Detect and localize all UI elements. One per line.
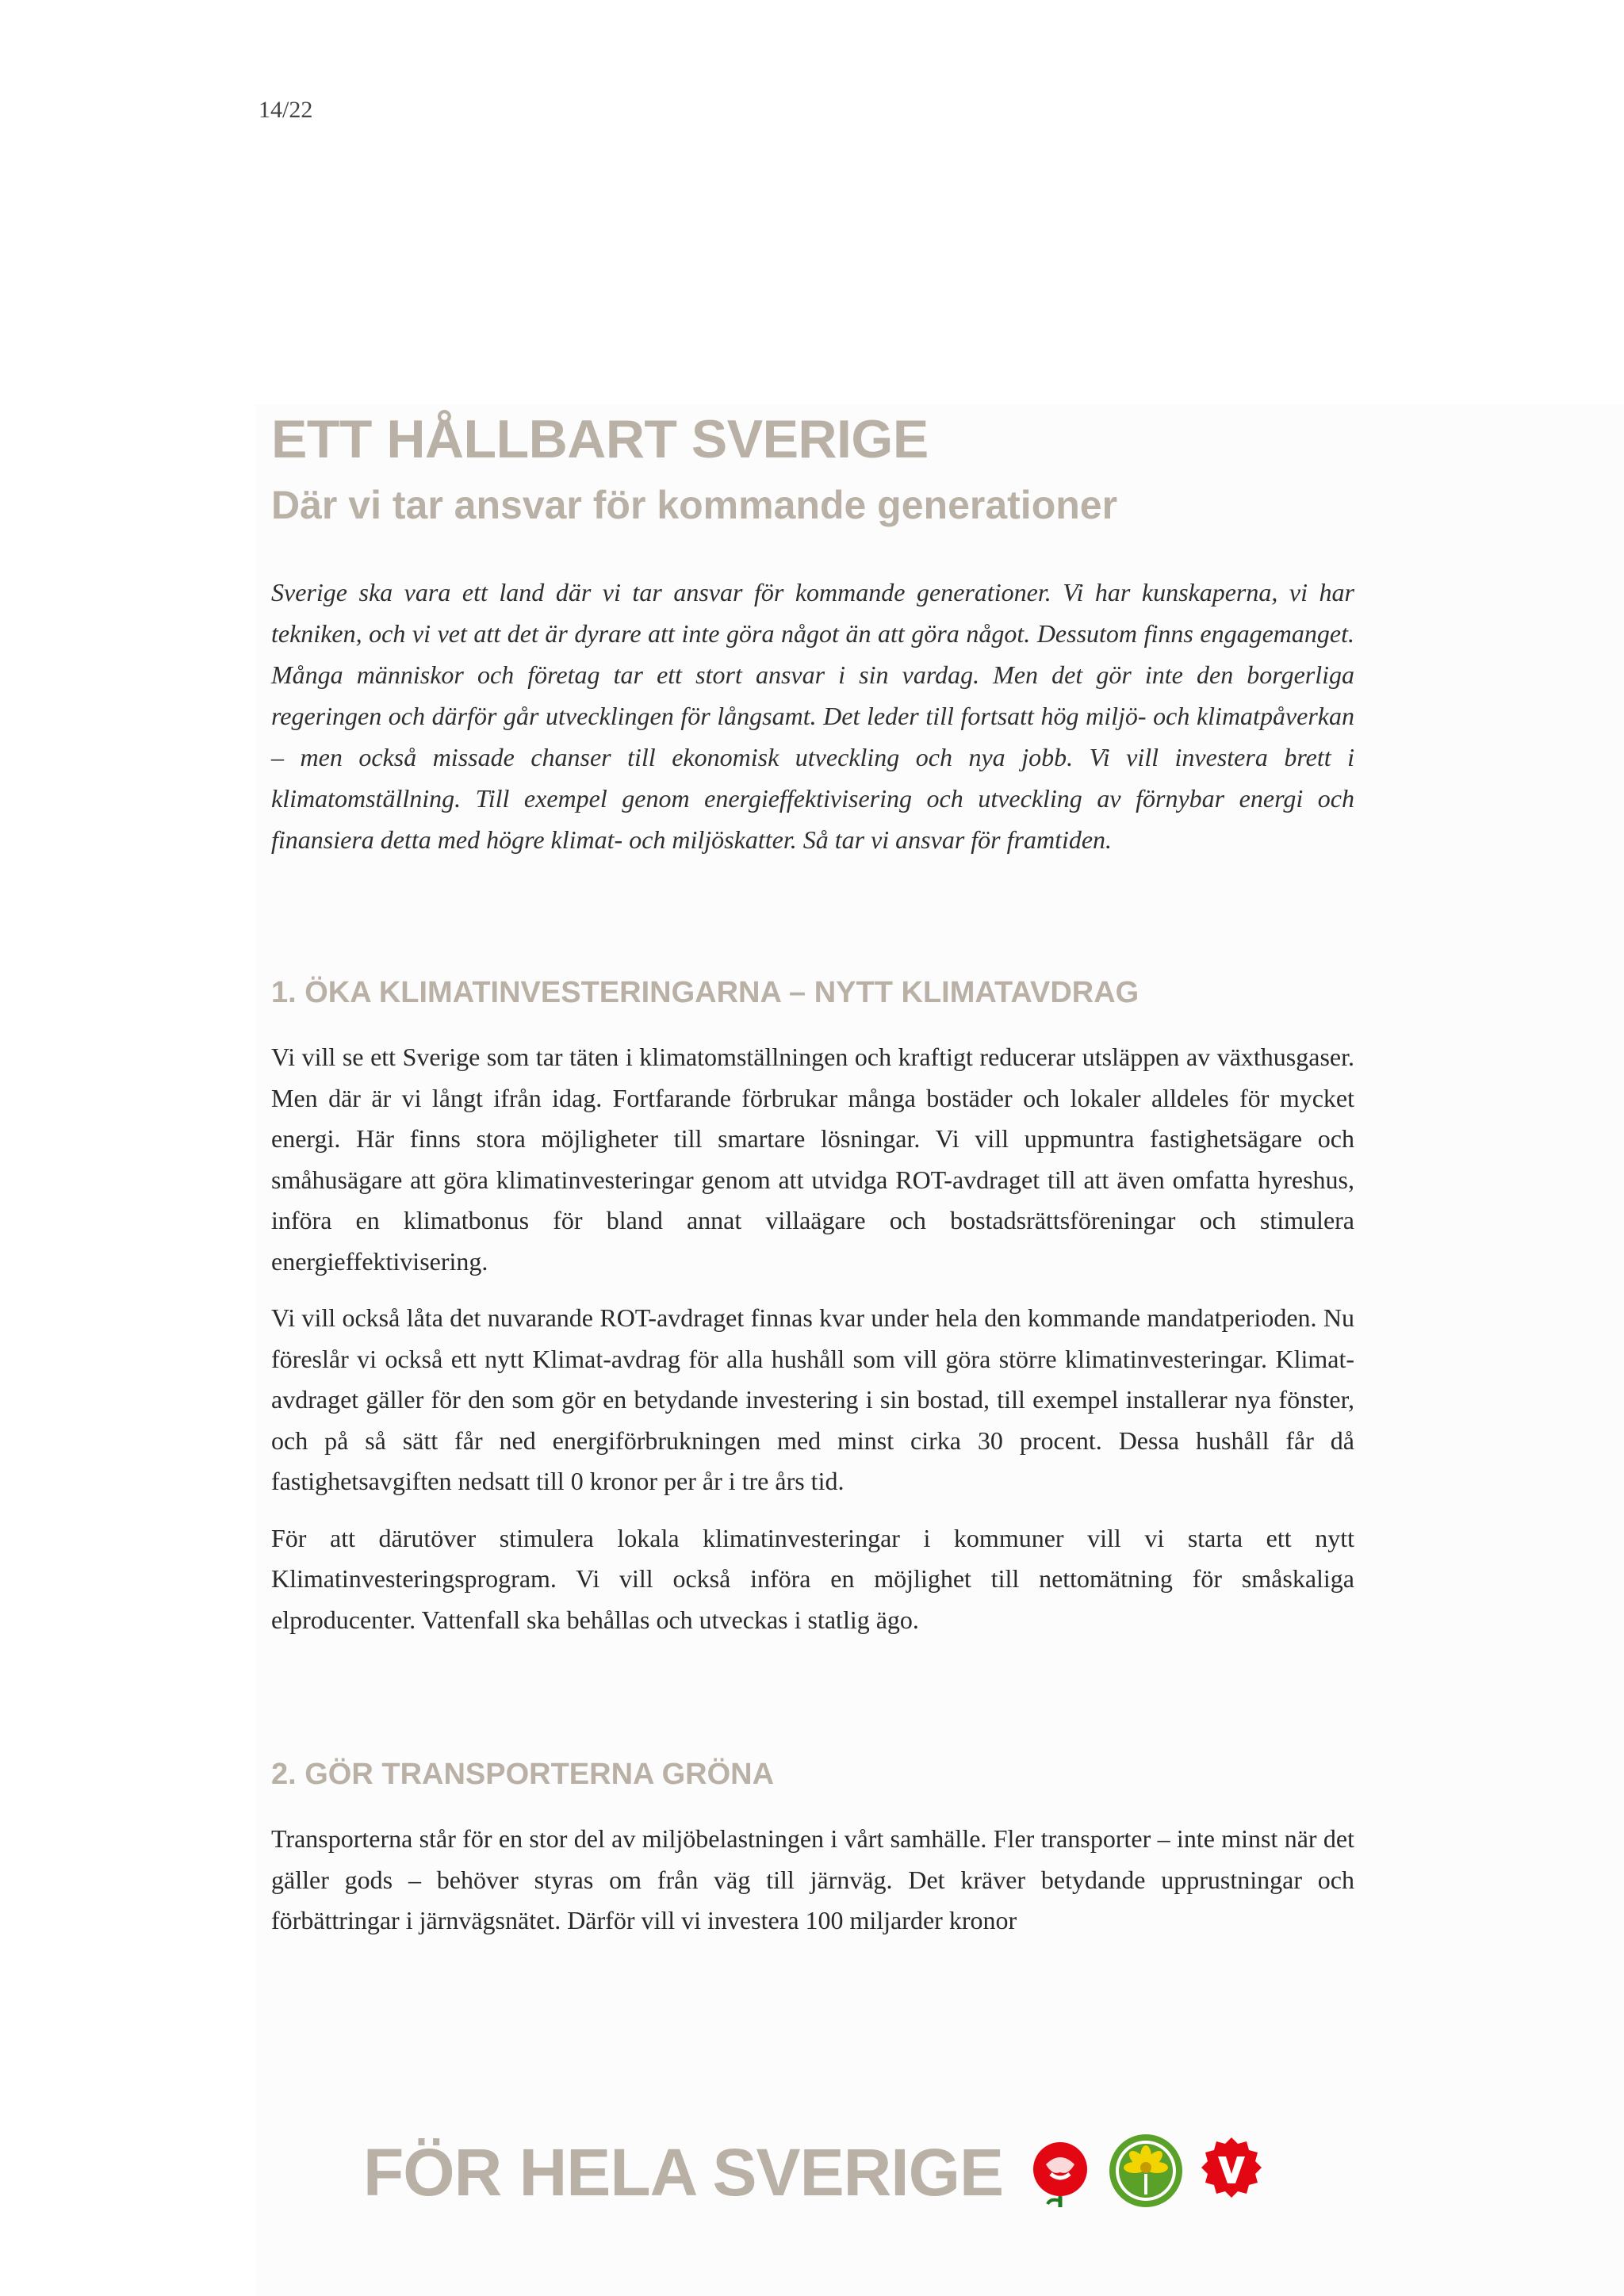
section-1-paragraph-3: För att därutöver stimulera lokala klimatinvesteringar i kommuner vill vi starta ett nytt Klimatinvesteringsprogram. Vi vill också införa en möjlighet till nettomätning för småskaliga elproducenter. Vattenfall ska behållas och utveckas i statlig ägo. [271, 1523, 1354, 1634]
page-title: ETT HÅLLBART SVERIGE [271, 409, 929, 469]
footer-slogan: FÖR HELA SVERIGE [363, 2135, 1003, 2210]
footer [363, 2133, 1270, 2212]
section-1-title: 1. ÖKA KLIMATINVESTERINGARNA – NYTT KLIMATAVDRAG [271, 976, 1139, 1009]
party-logos [1022, 2131, 1270, 2214]
document-body [271, 409, 1354, 1942]
page-subtitle: Där vi tar ansvar för kommande generationer [271, 483, 1118, 527]
sunflower-logo-icon [1106, 2131, 1185, 2214]
section-1-paragraph-2: Vi vill också låta det nuvarande ROT-avdraget finnas kvar under hela den kommande mandatperioden. Nu föreslår vi också ett nytt Klimat-avdrag för alla hushåll som vill göra större klimatinvesteringar. Klimat-avdraget gäller för den som gör en betydande investering i sin bostad, till exempel installerar nya fönster, och på så sätt får ned energiförbrukningen med minst cirka 30 procent. Dessa hushåll får då fastighetsavgiften nedsatt till 0 kronor per år i tre års tid. [271, 1303, 1354, 1495]
intro-paragraph: Sverige ska vara ett land där vi tar ansvar för kommande generationer. Vi har kunskaperna, vi har tekniken, och vi vet att det är dyrare att inte göra något än att göra något. Dessutom finns engagemanget. Många människor och företag tar ett stort ansvar i sin vardag. Men det gör inte den borgerliga regeringen och därför går utvecklingen för långsamt. Det leder till fortsatt hög miljö- och klimatpåverkan – men också missade chanser till ekonomisk utveckling och nya jobb. Vi vill investera brett i klimatomställning. Till exempel genom energieffektivisering och utveckling av förnybar energi och finansiera detta med högre klimat- och miljöskatter. Så tar vi ansvar för framtiden. [271, 578, 1354, 854]
section-2-paragraph-1: Transporterna står för en stor del av miljöbelastningen i vårt samhälle. Fler transporter – inte minst när det gäller gods – behöver styras om från väg till järnväg. Det kräver betydande upprustningar och förbättringar i järnvägsnätet. Därför vill vi investera 100 miljarder kronor [271, 1824, 1354, 1934]
section-1-paragraph-1: Vi vill se ett Sverige som tar täten i klimatomställningen och kraftigt reducerar utsläppen av växthusgaser. Men där är vi långt ifrån idag. Fortfarande förbrukar många bostäder och lokaler alldeles för mycket energi. Här finns stora möjligheter till smartare lösningar. Vi vill uppmuntra fastighetsägare och småhusägare att göra klimatinvesteringar genom att utvidga ROT-avdraget till att även omfatta hyreshus, införa en klimatbonus för bland annat villaägare och bostadsrättsföreningar och stimulera energieffektivisering. [271, 1043, 1354, 1276]
section-2-title: 2. GÖR TRANSPORTERNA GRÖNA [271, 1758, 775, 1791]
v-logo-icon [1193, 2133, 1270, 2213]
page-number: 14/22 [259, 97, 313, 123]
rose-logo-icon [1022, 2133, 1098, 2213]
